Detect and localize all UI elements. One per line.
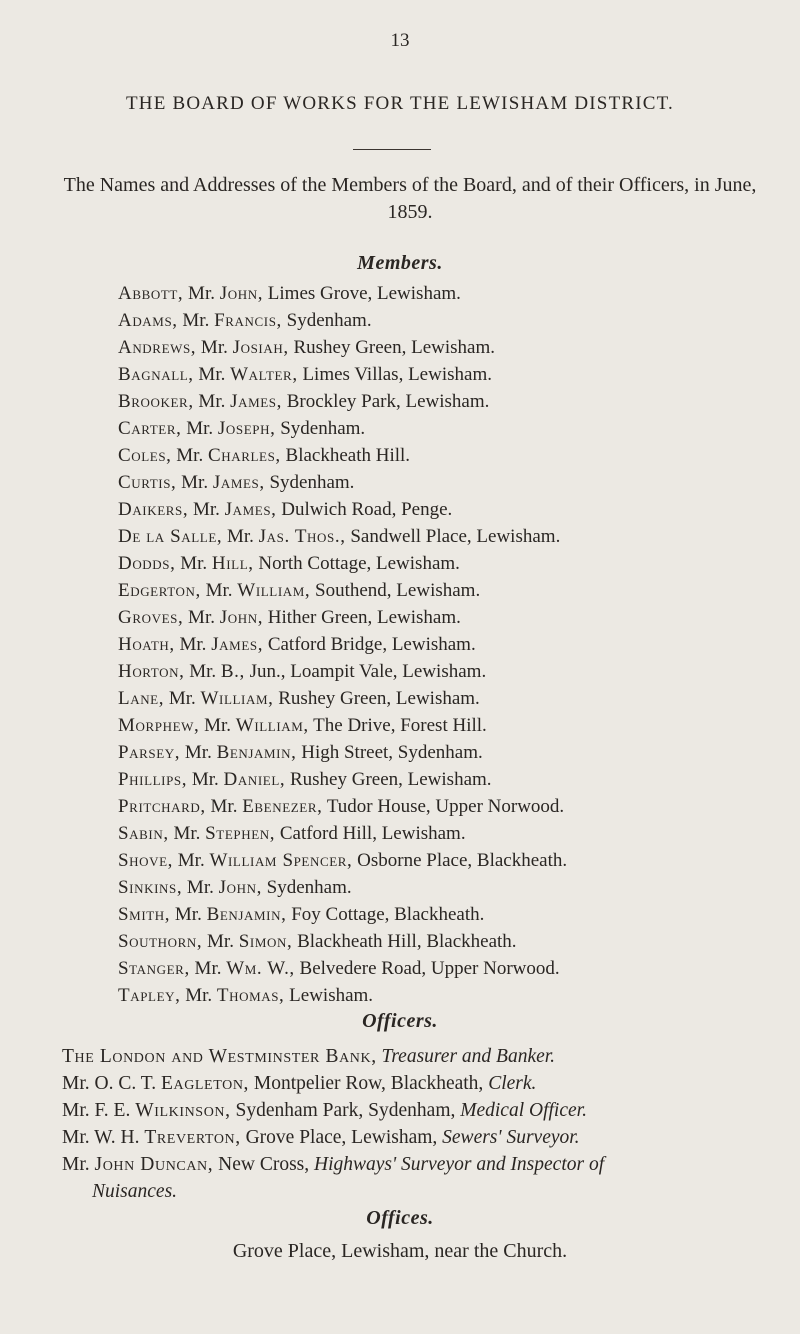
- member-address: Catford Hill, Lewisham.: [275, 823, 466, 844]
- member-address: Dulwich Road, Penge.: [276, 499, 453, 520]
- officers-heading: Officers.: [362, 1010, 438, 1032]
- member-title: Mr.: [174, 634, 212, 655]
- officer-prefix: Mr.: [62, 1154, 95, 1175]
- member-title: Mr.: [189, 958, 227, 979]
- officer-prefix: Mr. O. C. T.: [62, 1073, 161, 1094]
- member-surname: Sabin,: [118, 823, 169, 844]
- member-surname: Adams,: [118, 310, 178, 331]
- member-title: Mr.: [168, 823, 206, 844]
- officer-role-continuation: [62, 1178, 782, 1205]
- member-forename: Francis,: [214, 310, 282, 331]
- members-list: [118, 280, 788, 1009]
- member-forename: William,: [235, 715, 309, 736]
- member-title: Mr.: [180, 985, 217, 1006]
- member-address: Jun., Loampit Vale, Lewisham.: [244, 661, 487, 682]
- officer-name: Eagleton,: [160, 1073, 249, 1094]
- member-surname: Parsey,: [118, 742, 181, 763]
- member-forename: John,: [219, 607, 264, 628]
- member-surname: Phillips,: [118, 769, 188, 790]
- member-title: Mr.: [183, 607, 220, 628]
- member-title: Mr.: [202, 931, 239, 952]
- member-entry: [118, 793, 788, 820]
- member-title: Mr.: [193, 391, 231, 412]
- member-title: Mr.: [173, 850, 210, 871]
- offices-heading: Offices.: [366, 1207, 434, 1229]
- member-entry: [118, 550, 788, 577]
- member-entry: [118, 928, 788, 955]
- member-title: Mr.: [182, 877, 219, 898]
- member-forename: B.,: [220, 661, 245, 682]
- member-forename: William,: [200, 688, 274, 709]
- officer-role: Medical Officer.: [460, 1100, 587, 1121]
- officer-name: John Duncan,: [94, 1154, 214, 1175]
- member-entry: [118, 577, 788, 604]
- member-entry: [118, 442, 788, 469]
- officer-prefix: Mr. W. H.: [62, 1127, 145, 1148]
- member-surname: Brooker,: [118, 391, 194, 412]
- member-address: Belvedere Road, Upper Norwood.: [294, 958, 560, 979]
- member-entry: [118, 388, 788, 415]
- member-entry: [118, 820, 788, 847]
- officer-entry: [62, 1124, 782, 1151]
- member-surname: Horton,: [118, 661, 185, 682]
- member-address: Sydenham.: [281, 310, 372, 331]
- member-surname: Groves,: [118, 607, 184, 628]
- officer-role: Highways' Surveyor and Inspector of: [314, 1154, 605, 1175]
- member-surname: Bagnall,: [118, 364, 194, 385]
- member-entry: [118, 280, 788, 307]
- member-address: Limes Villas, Lewisham.: [297, 364, 492, 385]
- member-entry: [118, 523, 788, 550]
- officer-role: Treasurer and Banker.: [381, 1046, 556, 1067]
- member-entry: [118, 739, 788, 766]
- member-surname: Lane,: [118, 688, 165, 709]
- member-surname: Sinkins,: [118, 877, 183, 898]
- divider-rule: [353, 149, 431, 150]
- member-title: Mr.: [181, 418, 218, 439]
- member-address: Tudor House, Upper Norwood.: [322, 796, 565, 817]
- member-surname: Tapley,: [118, 985, 181, 1006]
- member-address: Sydenham.: [261, 877, 352, 898]
- member-forename: Thomas,: [216, 985, 285, 1006]
- member-forename: William Spencer,: [209, 850, 353, 871]
- member-surname: Shove,: [118, 850, 174, 871]
- member-forename: Charles,: [207, 445, 281, 466]
- member-title: Mr.: [175, 553, 212, 574]
- member-forename: John,: [219, 283, 264, 304]
- member-forename: Josiah,: [232, 337, 289, 358]
- member-title: Mr.: [199, 715, 236, 736]
- member-surname: Andrews,: [118, 337, 197, 358]
- member-title: Mr.: [196, 337, 233, 358]
- member-forename: Benjamin,: [216, 742, 297, 763]
- member-address: Sandwell Place, Lewisham.: [345, 526, 561, 547]
- member-address: Lewisham.: [284, 985, 374, 1006]
- member-address: Sydenham.: [275, 418, 366, 439]
- member-forename: Benjamin,: [206, 904, 287, 925]
- member-address: Blackheath Hill, Blackheath.: [292, 931, 517, 952]
- member-surname: De la Salle,: [118, 526, 223, 547]
- page-title: THE BOARD OF WORKS FOR THE LEWISHAM DISTRICT.: [125, 93, 675, 114]
- member-forename: Wm. W.,: [226, 958, 295, 979]
- member-entry: [118, 415, 788, 442]
- member-surname: Carter,: [118, 418, 182, 439]
- members-heading: Members.: [357, 252, 443, 274]
- member-address: The Drive, Forest Hill.: [308, 715, 487, 736]
- member-entry: [118, 955, 788, 982]
- member-entry: [118, 469, 788, 496]
- member-title: Mr.: [180, 742, 217, 763]
- member-address: Rushey Green, Lewisham.: [273, 688, 480, 709]
- member-title: Mr.: [170, 904, 207, 925]
- member-address: Sydenham.: [264, 472, 355, 493]
- member-entry: [118, 766, 788, 793]
- officer-role-continuation-text: Nuisances.: [92, 1181, 178, 1202]
- member-forename: James,: [230, 391, 282, 412]
- member-address: Foy Cottage, Blackheath.: [286, 904, 485, 925]
- officer-entry: [62, 1070, 782, 1097]
- member-entry: [118, 604, 788, 631]
- intro-paragraph: The Names and Addresses of the Members of the Board, and of their Officers, in June, 1859.: [63, 174, 757, 223]
- member-entry: [118, 307, 788, 334]
- member-title: Mr.: [200, 580, 238, 601]
- member-entry: [118, 361, 788, 388]
- officer-name: The London and Westminster Bank,: [62, 1046, 377, 1067]
- member-surname: Edgerton,: [118, 580, 201, 601]
- member-address: Brockley Park, Lewisham.: [281, 391, 490, 412]
- member-surname: Coles,: [118, 445, 172, 466]
- officer-address: New Cross,: [213, 1154, 314, 1175]
- officer-entry: [62, 1043, 782, 1070]
- member-title: Mr.: [187, 769, 224, 790]
- member-surname: Smith,: [118, 904, 171, 925]
- member-title: Mr.: [177, 310, 215, 331]
- member-surname: Abbott,: [118, 283, 184, 304]
- officer-role: Clerk.: [488, 1073, 537, 1094]
- member-surname: Hoath,: [118, 634, 175, 655]
- member-surname: Morphew,: [118, 715, 200, 736]
- member-forename: Ebenezer,: [242, 796, 323, 817]
- member-address: Osborne Place, Blackheath.: [352, 850, 568, 871]
- member-address: Blackheath Hill.: [280, 445, 411, 466]
- officer-entry: [62, 1151, 782, 1178]
- officer-address: Sydenham Park, Sydenham,: [230, 1100, 461, 1121]
- member-address: Hither Green, Lewisham.: [263, 607, 461, 628]
- officers-list: [62, 1043, 782, 1205]
- member-forename: Daniel,: [223, 769, 286, 790]
- member-entry: [118, 631, 788, 658]
- page-number: 13: [390, 30, 410, 51]
- member-entry: [118, 874, 788, 901]
- member-forename: John,: [218, 877, 262, 898]
- member-surname: Stanger,: [118, 958, 190, 979]
- member-surname: Curtis,: [118, 472, 177, 493]
- member-title: Mr.: [193, 364, 231, 385]
- member-forename: James,: [224, 499, 277, 520]
- member-entry: [118, 901, 788, 928]
- member-entry: [118, 658, 788, 685]
- officer-entry: [62, 1097, 782, 1124]
- member-title: Mr.: [188, 499, 225, 520]
- member-title: Mr.: [205, 796, 243, 817]
- member-forename: James,: [211, 634, 264, 655]
- member-forename: Hill,: [211, 553, 254, 574]
- member-address: North Cottage, Lewisham.: [253, 553, 460, 574]
- member-entry: [118, 685, 788, 712]
- member-title: Mr.: [176, 472, 213, 493]
- member-title: Mr.: [171, 445, 208, 466]
- member-entry: [118, 847, 788, 874]
- member-entry: [118, 982, 788, 1009]
- member-surname: Pritchard,: [118, 796, 206, 817]
- offices-address: Grove Place, Lewisham, near the Church.: [232, 1240, 568, 1262]
- member-forename: Stephen,: [205, 823, 276, 844]
- officer-address: Montpelier Row, Blackheath,: [249, 1073, 489, 1094]
- member-title: Mr.: [164, 688, 201, 709]
- member-forename: Walter,: [230, 364, 298, 385]
- officer-prefix: Mr. F. E.: [62, 1100, 136, 1121]
- member-address: Southend, Lewisham.: [310, 580, 481, 601]
- member-address: Catford Bridge, Lewisham.: [263, 634, 476, 655]
- member-title: Mr.: [183, 283, 220, 304]
- member-forename: Simon,: [238, 931, 293, 952]
- officer-address: Grove Place, Lewisham,: [240, 1127, 443, 1148]
- member-forename: Jas. Thos.,: [258, 526, 346, 547]
- member-address: Limes Grove, Lewisham.: [263, 283, 461, 304]
- officer-name: Treverton,: [144, 1127, 241, 1148]
- member-surname: Dodds,: [118, 553, 176, 574]
- member-entry: [118, 334, 788, 361]
- officer-role: Sewers' Surveyor.: [442, 1127, 580, 1148]
- officer-name: Wilkinson,: [135, 1100, 231, 1121]
- member-title: Mr.: [222, 526, 259, 547]
- member-forename: James,: [212, 472, 265, 493]
- member-address: Rushey Green, Lewisham.: [288, 337, 495, 358]
- member-address: Rushey Green, Lewisham.: [285, 769, 492, 790]
- member-surname: Southorn,: [118, 931, 203, 952]
- member-forename: William,: [237, 580, 311, 601]
- member-title: Mr.: [184, 661, 221, 682]
- member-surname: Daikers,: [118, 499, 189, 520]
- member-forename: Joseph,: [217, 418, 276, 439]
- member-entry: [118, 712, 788, 739]
- member-address: High Street, Sydenham.: [296, 742, 483, 763]
- member-entry: [118, 496, 788, 523]
